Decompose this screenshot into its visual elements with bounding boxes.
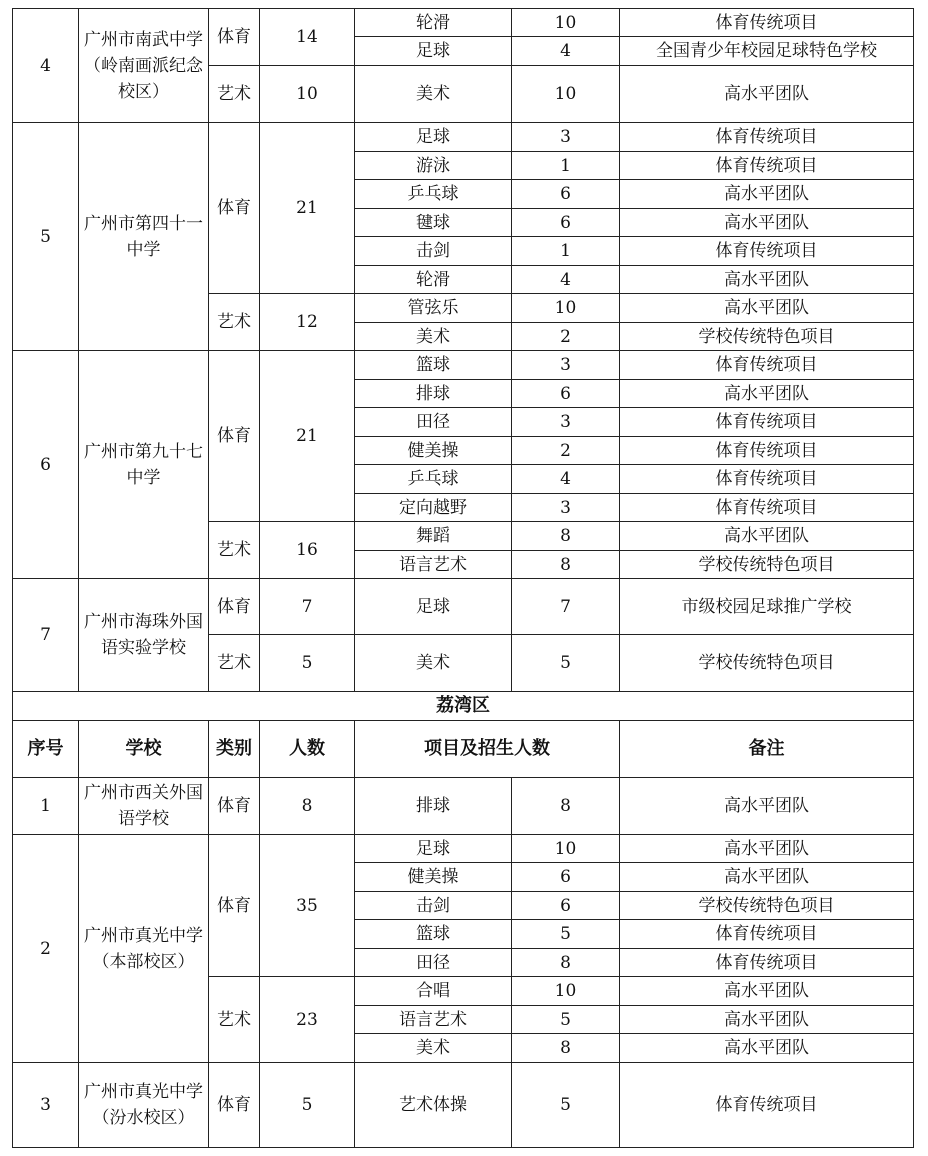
quota-cell: 10	[512, 835, 620, 863]
header-no: 序号	[13, 721, 79, 778]
item-cell: 轮滑	[355, 266, 512, 294]
note-cell: 体育传统项目	[620, 494, 914, 522]
item-cell: 管弦乐	[355, 294, 512, 323]
note-cell: 体育传统项目	[620, 1063, 914, 1148]
quota-cell: 5	[512, 920, 620, 949]
district-title: 荔湾区	[13, 692, 914, 721]
count-cell: 21	[260, 123, 355, 294]
quota-cell: 2	[512, 437, 620, 465]
note-cell: 高水平团队	[620, 380, 914, 408]
note-cell: 高水平团队	[620, 266, 914, 294]
row-number: 5	[13, 123, 79, 351]
quota-cell: 8	[512, 522, 620, 551]
quota-cell: 10	[512, 9, 620, 37]
quota-cell: 6	[512, 209, 620, 237]
count-cell: 35	[260, 835, 355, 977]
category-cell: 体育	[209, 123, 260, 294]
count-cell: 23	[260, 977, 355, 1063]
school-name: 广州市第四十一中学	[79, 123, 209, 351]
header-school: 学校	[79, 721, 209, 778]
count-cell: 8	[260, 778, 355, 835]
quota-cell: 8	[512, 1034, 620, 1063]
quota-cell: 8	[512, 778, 620, 835]
table-row	[13, 351, 914, 380]
item-cell: 舞蹈	[355, 522, 512, 551]
note-cell: 学校传统特色项目	[620, 892, 914, 920]
school-name: 广州市南武中学（岭南画派纪念校区）	[79, 9, 209, 123]
note-cell: 体育传统项目	[620, 9, 914, 37]
category-cell: 体育	[209, 1063, 260, 1148]
count-cell: 16	[260, 522, 355, 579]
item-cell: 轮滑	[355, 9, 512, 37]
count-cell: 21	[260, 351, 355, 522]
table-row	[13, 9, 914, 37]
school-name: 广州市真光中学（汾水校区）	[79, 1063, 209, 1148]
quota-cell: 7	[512, 579, 620, 635]
item-cell: 篮球	[355, 351, 512, 380]
note-cell: 高水平团队	[620, 835, 914, 863]
quota-cell: 3	[512, 351, 620, 380]
table-row	[13, 835, 914, 863]
row-number: 6	[13, 351, 79, 579]
count-cell: 12	[260, 294, 355, 351]
header-category: 类别	[209, 721, 260, 778]
note-cell: 体育传统项目	[620, 437, 914, 465]
row-number: 3	[13, 1063, 79, 1148]
item-cell: 乒乓球	[355, 180, 512, 209]
item-cell: 乒乓球	[355, 465, 512, 494]
category-cell: 艺术	[209, 294, 260, 351]
item-cell: 排球	[355, 778, 512, 835]
item-cell: 健美操	[355, 863, 512, 892]
note-cell: 体育传统项目	[620, 123, 914, 152]
note-cell: 体育传统项目	[620, 949, 914, 977]
category-cell: 体育	[209, 579, 260, 635]
district-row	[13, 692, 914, 721]
school-name: 广州市真光中学（本部校区）	[79, 835, 209, 1063]
quota-cell: 3	[512, 408, 620, 437]
quota-cell: 5	[512, 1006, 620, 1034]
row-number: 4	[13, 9, 79, 123]
note-cell: 高水平团队	[620, 66, 914, 123]
note-cell: 体育传统项目	[620, 408, 914, 437]
note-cell: 高水平团队	[620, 1006, 914, 1034]
note-cell: 高水平团队	[620, 180, 914, 209]
count-cell: 14	[260, 9, 355, 66]
admissions-table	[12, 8, 914, 1148]
item-cell: 合唱	[355, 977, 512, 1006]
item-cell: 艺术体操	[355, 1063, 512, 1148]
note-cell: 体育传统项目	[620, 152, 914, 180]
note-cell: 体育传统项目	[620, 465, 914, 494]
note-cell: 学校传统特色项目	[620, 635, 914, 692]
quota-cell: 6	[512, 180, 620, 209]
note-cell: 高水平团队	[620, 778, 914, 835]
item-cell: 篮球	[355, 920, 512, 949]
table-row	[13, 579, 914, 635]
quota-cell: 6	[512, 863, 620, 892]
item-cell: 美术	[355, 66, 512, 123]
note-cell: 高水平团队	[620, 522, 914, 551]
header-count: 人数	[260, 721, 355, 778]
quota-cell: 4	[512, 465, 620, 494]
item-cell: 定向越野	[355, 494, 512, 522]
note-cell: 高水平团队	[620, 1034, 914, 1063]
item-cell: 足球	[355, 123, 512, 152]
item-cell: 美术	[355, 1034, 512, 1063]
quota-cell: 10	[512, 977, 620, 1006]
item-cell: 游泳	[355, 152, 512, 180]
school-name: 广州市海珠外国语实验学校	[79, 579, 209, 692]
category-cell: 艺术	[209, 977, 260, 1063]
quota-cell: 1	[512, 152, 620, 180]
row-number: 1	[13, 778, 79, 835]
count-cell: 5	[260, 635, 355, 692]
row-number: 7	[13, 579, 79, 692]
category-cell: 体育	[209, 835, 260, 977]
item-cell: 美术	[355, 323, 512, 351]
category-cell: 体育	[209, 351, 260, 522]
header-row	[13, 721, 914, 778]
quota-cell: 1	[512, 237, 620, 266]
item-cell: 排球	[355, 380, 512, 408]
note-cell: 体育传统项目	[620, 237, 914, 266]
note-cell: 学校传统特色项目	[620, 323, 914, 351]
quota-cell: 3	[512, 123, 620, 152]
note-cell: 高水平团队	[620, 863, 914, 892]
item-cell: 毽球	[355, 209, 512, 237]
item-cell: 语言艺术	[355, 1006, 512, 1034]
count-cell: 5	[260, 1063, 355, 1148]
header-note: 备注	[620, 721, 914, 778]
school-name: 广州市第九十七中学	[79, 351, 209, 579]
note-cell: 高水平团队	[620, 294, 914, 323]
quota-cell: 5	[512, 1063, 620, 1148]
item-cell: 足球	[355, 37, 512, 66]
quota-cell: 4	[512, 266, 620, 294]
table-row	[13, 123, 914, 152]
header-items: 项目及招生人数	[355, 721, 620, 778]
item-cell: 足球	[355, 835, 512, 863]
quota-cell: 6	[512, 892, 620, 920]
category-cell: 艺术	[209, 635, 260, 692]
count-cell: 10	[260, 66, 355, 123]
quota-cell: 6	[512, 380, 620, 408]
item-cell: 美术	[355, 635, 512, 692]
quota-cell: 8	[512, 551, 620, 579]
note-cell: 学校传统特色项目	[620, 551, 914, 579]
category-cell: 体育	[209, 9, 260, 66]
admissions-table-container	[12, 8, 914, 1148]
item-cell: 健美操	[355, 437, 512, 465]
quota-cell: 10	[512, 66, 620, 123]
item-cell: 击剑	[355, 892, 512, 920]
item-cell: 击剑	[355, 237, 512, 266]
count-cell: 7	[260, 579, 355, 635]
quota-cell: 4	[512, 37, 620, 66]
quota-cell: 10	[512, 294, 620, 323]
row-number: 2	[13, 835, 79, 1063]
table-row	[13, 778, 914, 835]
table-row	[13, 1063, 914, 1148]
note-cell: 体育传统项目	[620, 351, 914, 380]
category-cell: 体育	[209, 778, 260, 835]
item-cell: 田径	[355, 408, 512, 437]
item-cell: 足球	[355, 579, 512, 635]
note-cell: 高水平团队	[620, 209, 914, 237]
category-cell: 艺术	[209, 66, 260, 123]
quota-cell: 2	[512, 323, 620, 351]
note-cell: 体育传统项目	[620, 920, 914, 949]
quota-cell: 8	[512, 949, 620, 977]
note-cell: 市级校园足球推广学校	[620, 579, 914, 635]
item-cell: 语言艺术	[355, 551, 512, 579]
quota-cell: 3	[512, 494, 620, 522]
category-cell: 艺术	[209, 522, 260, 579]
note-cell: 全国青少年校园足球特色学校	[620, 37, 914, 66]
note-cell: 高水平团队	[620, 977, 914, 1006]
school-name: 广州市西关外国语学校	[79, 778, 209, 835]
item-cell: 田径	[355, 949, 512, 977]
quota-cell: 5	[512, 635, 620, 692]
